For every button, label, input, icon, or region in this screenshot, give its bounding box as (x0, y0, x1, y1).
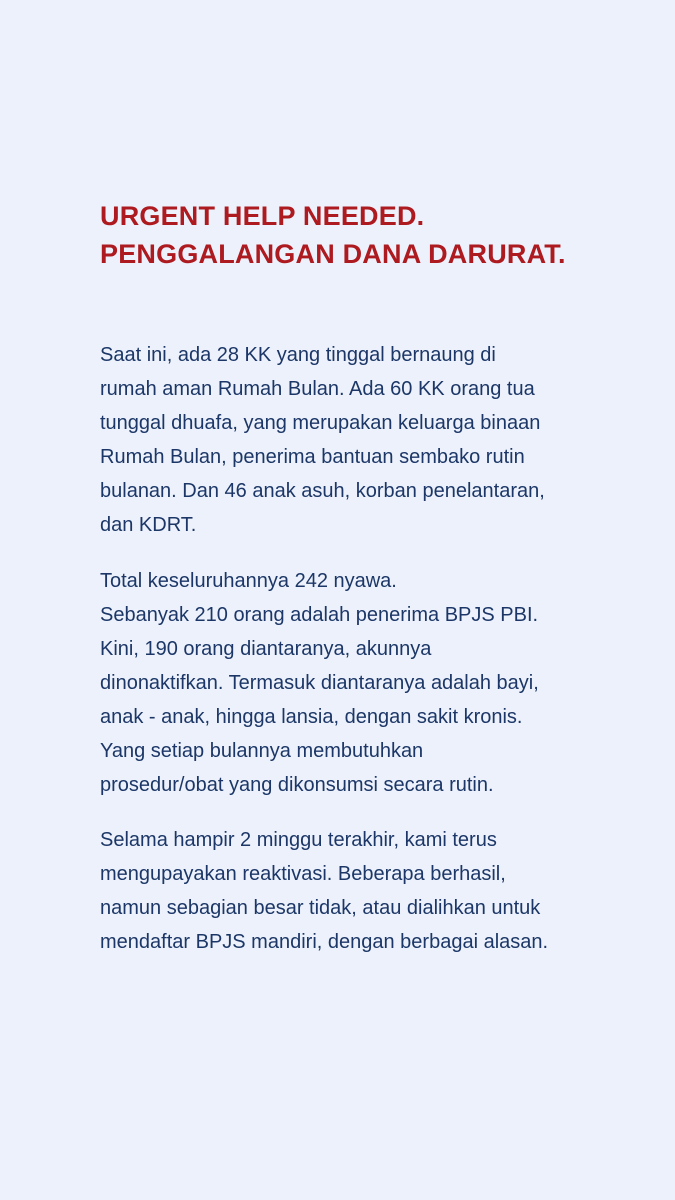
title-line: URGENT HELP NEEDED. (100, 201, 425, 231)
text-line: rumah aman Rumah Bulan. Ada 60 KK orang tua (100, 378, 535, 400)
text-line: dinonaktifkan. Termasuk diantaranya adalah bayi, (100, 672, 539, 694)
text-line: mendaftar BPJS mandiri, dengan berbagai alasan. (100, 931, 549, 953)
text-line: Kini, 190 orang diantaranya, akunnya (100, 638, 432, 660)
title-line: PENGGALANGAN DANA DARURAT. (100, 239, 566, 269)
text-line: bulanan. Dan 46 anak asuh, korban penelantaran, (100, 480, 545, 502)
paragraph-beneficiaries (100, 338, 600, 542)
text-line: Sebanyak 210 orang adalah penerima BPJS PBI. (100, 604, 539, 626)
text-line: namun sebagian besar tidak, atau dialihkan untuk (100, 897, 541, 919)
text-line: mengupayakan reaktivasi. Beberapa berhasil, (100, 863, 506, 885)
text-line: Selama hampir 2 minggu terakhir, kami terus (100, 829, 497, 851)
paragraph-bpjs-status (100, 564, 600, 802)
page-title (100, 197, 620, 273)
text-line: tunggal dhuafa, yang merupakan keluarga binaan (100, 412, 541, 434)
paragraph-reactivation (100, 823, 600, 959)
text-line: Yang setiap bulannya membutuhkan (100, 740, 424, 762)
text-line: Saat ini, ada 28 KK yang tinggal bernaung di (100, 344, 496, 366)
text-line: anak - anak, hingga lansia, dengan sakit kronis. (100, 706, 523, 728)
text-line: Rumah Bulan, penerima bantuan sembako rutin (100, 446, 525, 468)
text-line: Total keseluruhannya 242 nyawa. (100, 570, 397, 592)
text-line: dan KDRT. (100, 514, 197, 536)
text-line: prosedur/obat yang dikonsumsi secara rutin. (100, 774, 494, 796)
